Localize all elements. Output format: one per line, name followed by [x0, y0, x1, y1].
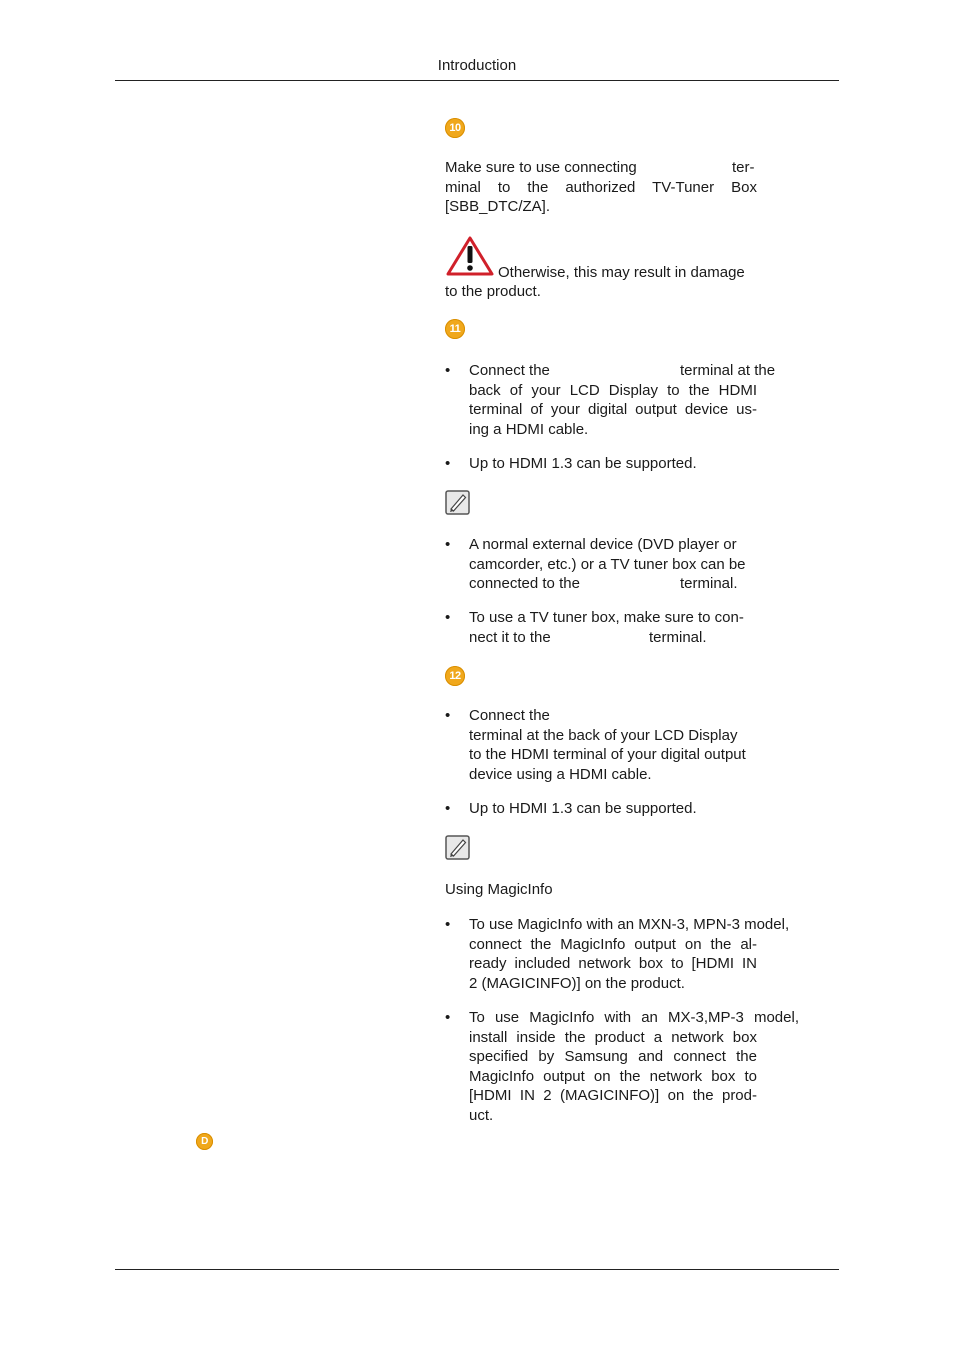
step-badge-11: 11	[445, 319, 465, 339]
bullet-marker: •	[445, 362, 451, 379]
bullet-marker: •	[445, 916, 451, 933]
bullet-marker: •	[445, 1009, 451, 1026]
warning-icon	[445, 235, 495, 277]
step-badge-d: D	[196, 1133, 213, 1150]
bullet-marker: •	[445, 536, 451, 553]
bullet-marker: •	[445, 455, 451, 472]
bullet-marker: •	[445, 707, 451, 724]
page-header-title: Introduction	[437, 57, 517, 74]
section12-bullet-2: Up to HDMI 1.3 can be supported.	[469, 800, 697, 817]
footer-rule	[115, 1269, 839, 1270]
note-heading: Using MagicInfo	[445, 881, 553, 898]
warning-text-line2: to the product.	[445, 283, 541, 300]
note-icon	[445, 835, 470, 860]
section11-bullet-2: Up to HDMI 1.3 can be supported.	[469, 455, 697, 472]
bullet-marker: •	[445, 800, 451, 817]
warning-text-line1: Otherwise, this may result in damage	[498, 264, 745, 281]
note-icon	[445, 490, 470, 515]
step-badge-12: 12	[445, 666, 465, 686]
header-rule	[115, 80, 839, 81]
step-badge-10: 10	[445, 118, 465, 138]
bullet-marker: •	[445, 609, 451, 626]
